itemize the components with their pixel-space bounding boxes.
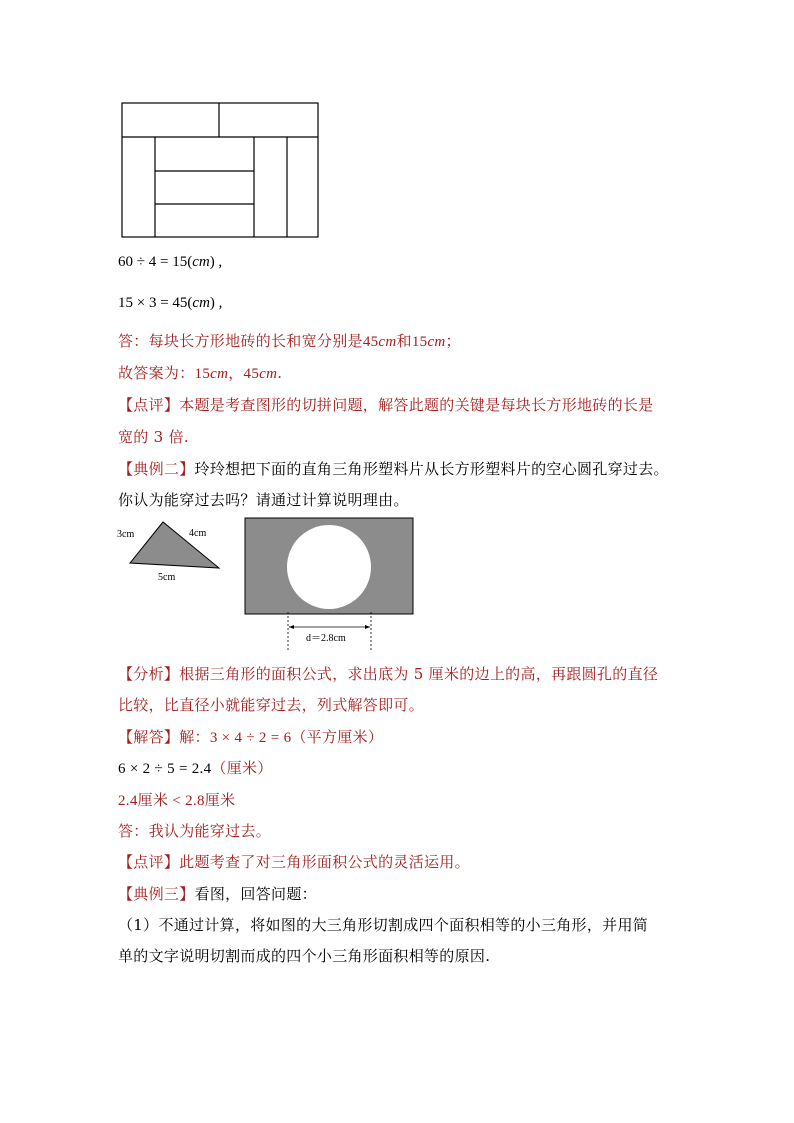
solution-answer: 答：我认为能穿过去。 [118,822,272,840]
outer-rectangle [122,103,318,237]
side-c-label: 5cm [158,572,176,583]
side-a-label: 3cm [117,529,135,540]
solution-line-2: 6 × 2 ÷ 5 = 2.4（厘米） [118,759,273,777]
example-2-line-2: 你认为能穿过去吗？请通过计算说明理由。 [118,491,409,509]
tiles-diagram [118,100,323,240]
side-b-label: 4cm [189,528,207,539]
example-2-line-1: 【典例二】玲玲想把下面的直角三角形塑料片从长方形塑料片的空心圆孔穿过去。 [118,460,669,478]
arrow-left [289,625,294,629]
arrow-right [365,625,370,629]
solution-line-1: 【解答】解：3 × 4 ÷ 2 = 6（平方厘米） [118,728,384,746]
diameter-label: d＝2.8cm [306,633,346,644]
comment-2: 【点评】此题考查了对三角形面积公式的灵活运用。 [118,853,470,871]
answer-1-final: 故答案为：15cm，45cm. [118,364,283,382]
triangle-diagram [115,518,227,586]
example-3-question-line-1: （1）不通过计算，将如图的大三角形切割成四个面积相等的小三角形，并用简 [118,916,649,934]
calc-line-1: 60 ÷ 4 = 15(cm) , [118,254,223,270]
example-2-tag: 【典例二】 [118,460,195,478]
analysis-line-2: 比较，比直径小就能穿过去，列式解答即可。 [118,696,425,714]
comment-2-tag: 【点评】 [118,853,180,871]
example-3-question-line-2: 单的文字说明切割而成的四个小三角形面积相等的原因. [118,947,491,965]
answer-1: 答：每块长方形地砖的长和宽分别是45cm和15cm； [118,332,461,350]
hole-circle [287,525,371,609]
example-3-tag: 【典例三】 [118,885,195,903]
analysis-tag: 【分析】 [118,665,180,683]
analysis-line-1: 【分析】根据三角形的面积公式，求出底为 5 厘米的边上的高，再跟圆孔的直径 [118,665,659,683]
hole-diagram [240,515,420,655]
comment-1-line-1: 【点评】本题是考查图形的切拼问题，解答此题的关键是每块长方形地砖的长是 [118,396,654,414]
solution-compare: 2.4厘米 < 2.8厘米 [118,791,236,809]
calc-line-2: 15 × 3 = 45(cm) , [118,295,223,311]
solution-tag: 【解答】 [118,728,180,746]
comment-1-line-2: 宽的 3 倍. [118,428,189,446]
example-3-heading: 【典例三】看图，回答问题： [118,885,317,903]
comment-1-tag: 【点评】 [118,396,180,414]
